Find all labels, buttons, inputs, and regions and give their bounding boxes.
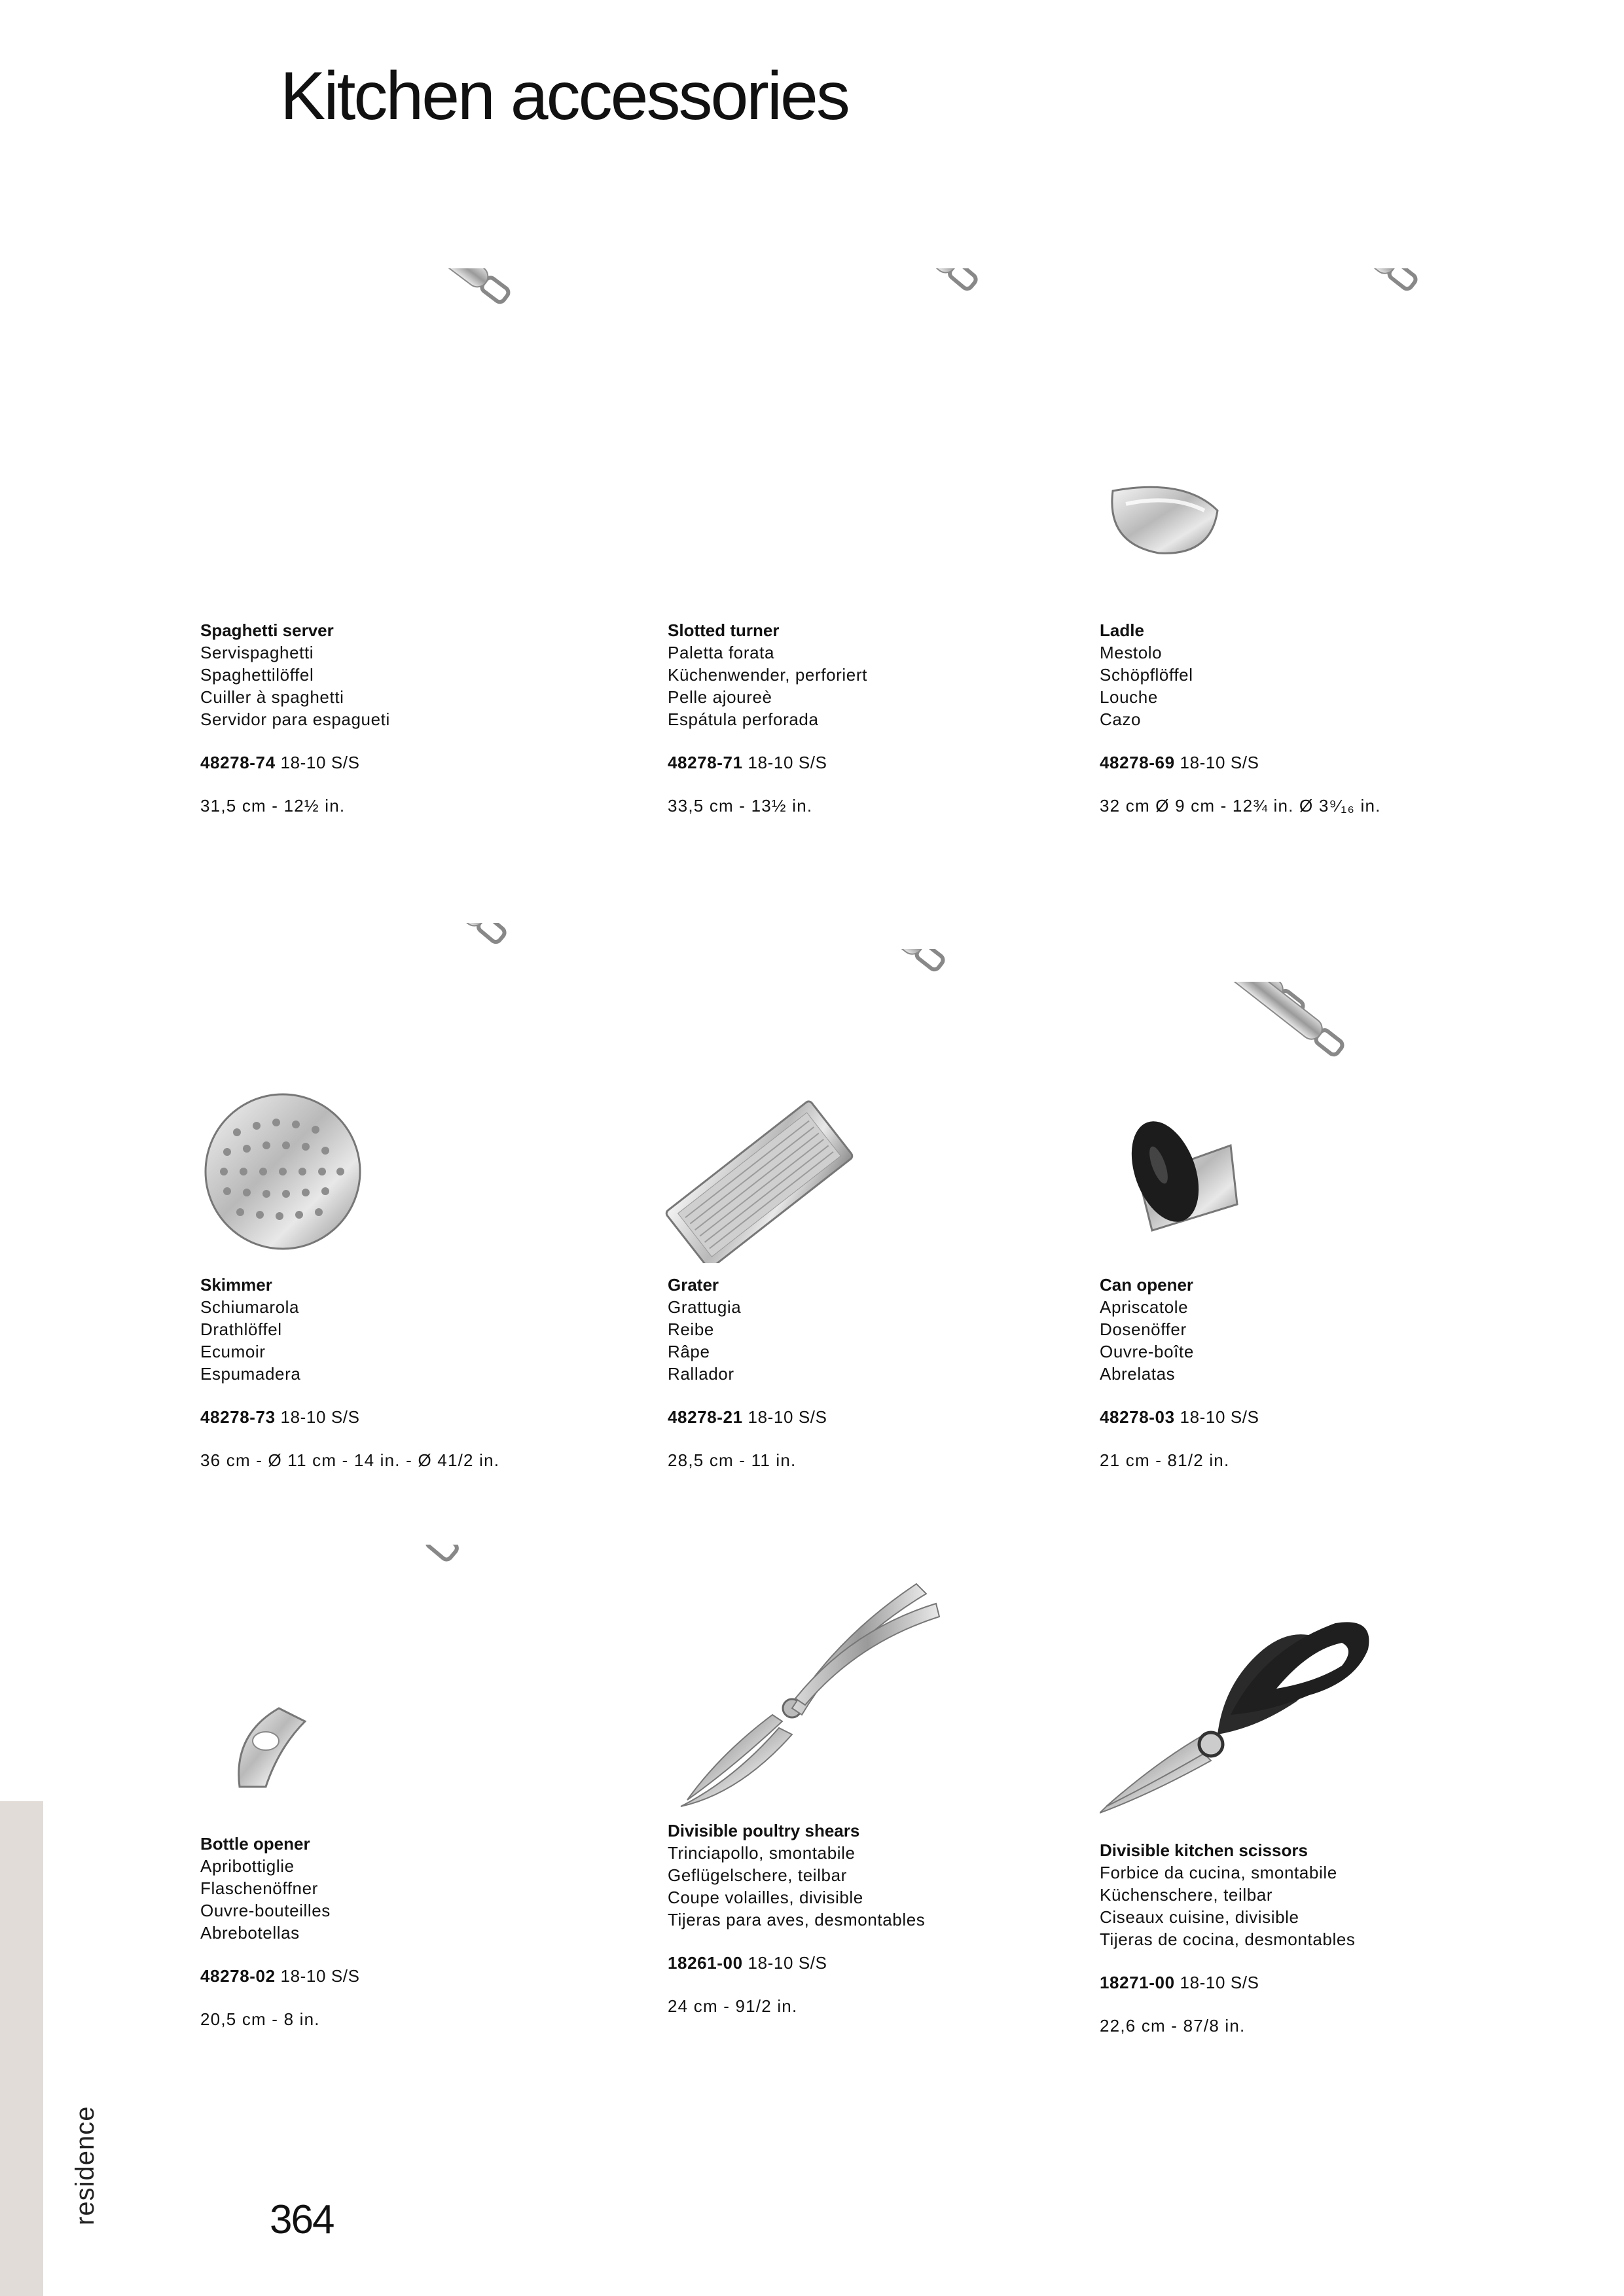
translation: Abrebotellas [200, 1923, 300, 1943]
material: 18-10 S/S [748, 1953, 827, 1973]
product-code: 48278-02 [200, 1966, 276, 1986]
translation: Cuiller à spaghetti [200, 687, 344, 707]
product-text [200, 1833, 619, 2030]
material: 18-10 S/S [1180, 753, 1259, 772]
bottle-opener-icon [200, 1545, 475, 1820]
translation: Apribottiglie [200, 1856, 295, 1876]
translation: Küchenwender, perforiert [668, 665, 867, 685]
translation: Râpe [668, 1342, 710, 1361]
translation: Espátula perforada [668, 709, 819, 729]
translation: Schiumarola [200, 1297, 300, 1317]
translation: Ouvre-boîte [1100, 1342, 1194, 1361]
ladle-icon [1100, 268, 1427, 569]
product-name: Divisible poultry shears [668, 1821, 860, 1840]
material: 18-10 S/S [280, 1966, 360, 1986]
translation: Grattugia [668, 1297, 742, 1317]
product-text [1100, 1274, 1519, 1471]
translation: Pelle ajoureè [668, 687, 772, 707]
product-name: Slotted turner [668, 620, 780, 640]
code-line [200, 751, 619, 774]
translation: Servispaghetti [200, 643, 314, 662]
translation: Tijeras de cocina, desmontables [1100, 1929, 1356, 1949]
product-text [200, 1274, 619, 1471]
grater-icon [628, 949, 956, 1263]
product-name: Ladle [1100, 620, 1144, 640]
product-text [1100, 619, 1519, 817]
code-line [668, 1406, 1087, 1428]
material: 18-10 S/S [280, 1407, 360, 1427]
material: 18-10 S/S [1180, 1407, 1259, 1427]
translation: Reibe [668, 1319, 714, 1339]
product-code: 48278-69 [1100, 753, 1175, 772]
product-name: Bottle opener [200, 1834, 310, 1854]
code-line [1100, 1406, 1519, 1428]
size: 36 cm - Ø 11 cm - 14 in. - Ø 41/2 in. [200, 1450, 500, 1470]
material: 18-10 S/S [748, 753, 827, 772]
code-line [200, 1406, 619, 1428]
translation: Ecumoir [200, 1342, 266, 1361]
size: 24 cm - 91/2 in. [668, 1996, 798, 2016]
code-line [668, 1952, 1087, 1974]
product-text [668, 1274, 1087, 1471]
product-name: Spaghetti server [200, 620, 334, 640]
translation: Cazo [1100, 709, 1142, 729]
size: 33,5 cm - 13½ in. [668, 796, 813, 816]
translation: Apriscatole [1100, 1297, 1189, 1317]
can-opener-icon [1100, 982, 1427, 1270]
page-number: 364 [270, 2197, 334, 2242]
product-name: Skimmer [200, 1275, 272, 1295]
translation: Trinciapollo, smontabile [668, 1843, 856, 1863]
translation: Servidor para espagueti [200, 709, 390, 729]
code-line [1100, 1971, 1519, 1994]
translation: Tijeras para aves, desmontables [668, 1910, 926, 1929]
translation: Geflügelschere, teilbar [668, 1865, 847, 1885]
spaghetti-server-icon [200, 268, 528, 569]
translation: Paletta forata [668, 643, 775, 662]
code-line [668, 751, 1087, 774]
material: 18-10 S/S [1180, 1973, 1259, 1992]
size: 31,5 cm - 12½ in. [200, 796, 346, 816]
product-text [668, 1820, 1087, 2017]
product-text [200, 619, 619, 817]
translation: Flaschenöffner [200, 1878, 318, 1898]
kitchen-scissors-icon [1100, 1551, 1401, 1826]
translation: Espumadera [200, 1364, 301, 1384]
product-code: 48278-21 [668, 1407, 743, 1427]
product-name: Can opener [1100, 1275, 1194, 1295]
side-label: residence [71, 2106, 99, 2225]
size: 20,5 cm - 8 in. [200, 2009, 320, 2029]
translation: Dosenöffer [1100, 1319, 1187, 1339]
side-band [0, 1801, 43, 2296]
translation: Coupe volailles, divisible [668, 1888, 863, 1907]
product-text [1100, 1839, 1519, 2037]
size: 32 cm Ø 9 cm - 12¾ in. Ø 3⁹⁄₁₆ in. [1100, 796, 1381, 816]
translation: Drathlöffel [200, 1319, 282, 1339]
translation: Louche [1100, 687, 1158, 707]
product-code: 18271-00 [1100, 1973, 1175, 1992]
code-line [1100, 751, 1519, 774]
product-code: 18261-00 [668, 1953, 743, 1973]
translation: Spaghettilöffel [200, 665, 314, 685]
product-name: Grater [668, 1275, 719, 1295]
translation: Rallador [668, 1364, 734, 1384]
translation: Küchenschere, teilbar [1100, 1885, 1273, 1905]
page-title: Kitchen accessories [280, 58, 848, 134]
translation: Forbice da cucina, smontabile [1100, 1863, 1337, 1882]
skimmer-icon [178, 923, 518, 1263]
translation: Schöpflöffel [1100, 665, 1193, 685]
poultry-shears-icon [668, 1532, 956, 1820]
translation: Ouvre-bouteilles [200, 1901, 331, 1920]
product-text [668, 619, 1087, 817]
size: 28,5 cm - 11 in. [668, 1450, 797, 1470]
product-code: 48278-74 [200, 753, 276, 772]
size: 21 cm - 81/2 in. [1100, 1450, 1230, 1470]
product-code: 48278-03 [1100, 1407, 1175, 1427]
code-line [200, 1965, 619, 1987]
product-code: 48278-71 [668, 753, 743, 772]
translation: Ciseaux cuisine, divisible [1100, 1907, 1299, 1927]
material: 18-10 S/S [280, 753, 360, 772]
material: 18-10 S/S [748, 1407, 827, 1427]
size: 22,6 cm - 87/8 in. [1100, 2016, 1246, 2036]
product-name: Divisible kitchen scissors [1100, 1840, 1308, 1860]
translation: Mestolo [1100, 643, 1163, 662]
product-code: 48278-73 [200, 1407, 276, 1427]
slotted-turner-icon [668, 268, 995, 569]
translation: Abrelatas [1100, 1364, 1176, 1384]
